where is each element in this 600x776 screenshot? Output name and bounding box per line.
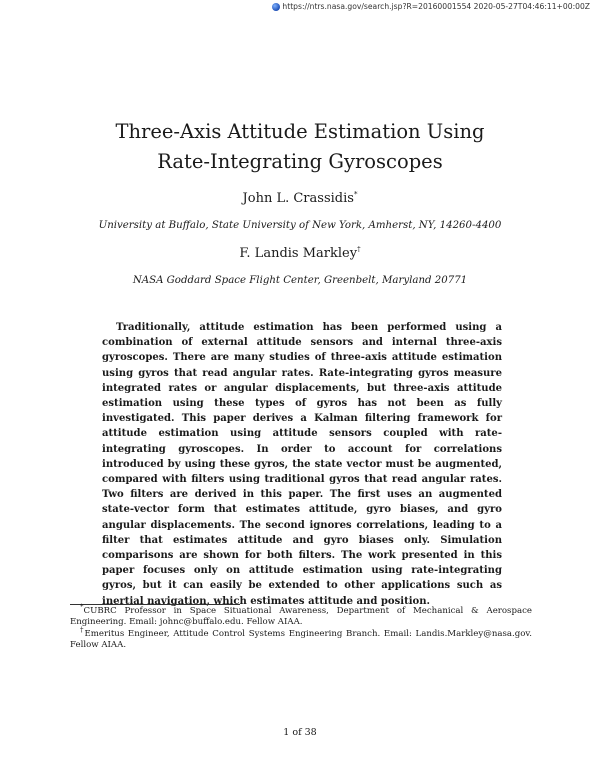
ntrs-logo-icon: [272, 3, 280, 11]
footnote-rule: [70, 604, 240, 605]
ntrs-url-stamp: [272, 2, 590, 11]
title-line-2: Rate-Integrating Gyroscopes: [157, 150, 443, 173]
author-2-mark: †: [357, 245, 361, 254]
author-2-affiliation: NASA Goddard Space Flight Center, Greenbelt, Maryland 20771: [132, 275, 468, 286]
title-line-1: Three-Axis Attitude Estimation Using: [115, 120, 485, 143]
author-2: [0, 246, 600, 261]
author-1: [0, 191, 600, 206]
footnotes: [70, 603, 532, 652]
footnote-2-text: Emeritus Engineer, Attitude Control Systems Engineering Branch. Email: Landis.Markley@nasa.gov. Fellow AIAA.: [70, 628, 532, 651]
footnote-2-mark: †: [80, 625, 85, 634]
footnote-2: [70, 625, 532, 652]
author-1-name: John L. Crassidis: [242, 191, 354, 206]
footnote-1-mark: *: [80, 603, 84, 612]
author-2-name: F. Landis Markley: [239, 246, 358, 261]
abstract: Traditionally, attitude estimation has been performed using a combination of external attitude sensors and internal three-axis gyroscopes. There are many studies of three-axis attitude estimation using gyros that read angular rates. Rate-integrating gyros measure integrated rates or angular displacements, but three-axis attitude estimation using these types of gyros has not been as fully investigated. This paper derives a Kalman filtering framework for attitude estimation using attitude sensors coupled with rate-integrating gyroscopes. In order to account for correlations introduced by using these gyros, the state vector must be augmented, compared with filters using traditional gyros that read angular rates. Two filters are derived in this paper. The first uses an augmented state-vector form that estimates attitude, gyro biases, and gyro angular displacements. The second ignores correlations, leading to a filter that estimates attitude and gyro biases only. Simulation comparisons are shown for both filters. The work presented in this paper focuses only on attitude estimation using rate-integrating gyros, but it can easily be extended to other applications such as inertial navigation, which estimates attitude and position.: [102, 322, 502, 607]
paper-title: [0, 117, 600, 177]
footnote-1-text: CUBRC Professor in Space Situational Awareness, Department of Mechanical & Aerospace Engineering. Email: johnc@buffalo.edu. Fellow AIAA.: [70, 606, 532, 628]
footnote-1: [70, 603, 532, 629]
author-1-affiliation: University at Buffalo, State University of New York, Amherst, NY, 14260-4400: [98, 220, 502, 231]
url-stamp-text: https://ntrs.nasa.gov/search.jsp?R=20160001554 2020-05-27T04:46:11+00:00Z: [282, 2, 590, 11]
page-number: 1 of 38: [283, 727, 317, 738]
author-1-mark: *: [353, 190, 358, 199]
